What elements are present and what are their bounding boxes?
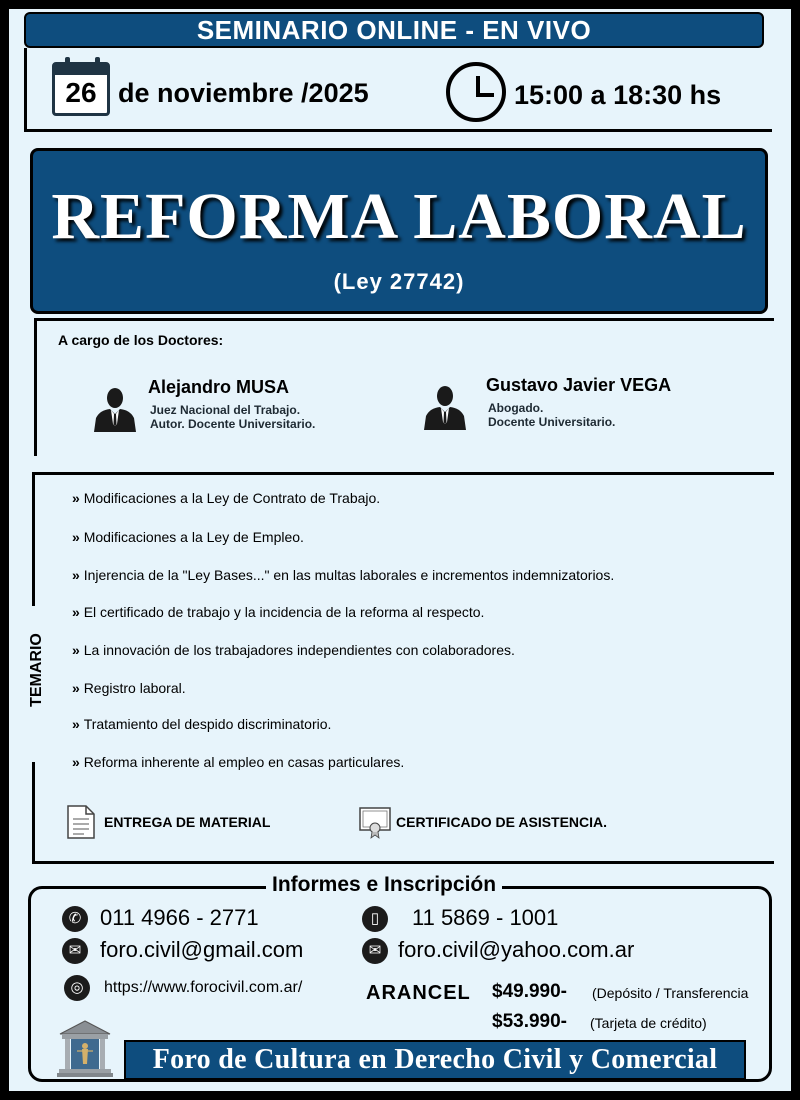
phone-number[interactable]: 011 4966 - 2771 <box>100 905 259 930</box>
topic-item: » Tratamiento del despido discriminatorio. <box>72 716 331 732</box>
document-icon <box>66 804 96 840</box>
topic-item: » Modificaciones a la Ley de Empleo. <box>72 529 304 545</box>
mobile-icon: ▯ <box>362 906 388 932</box>
event-date: de noviembre /2025 <box>118 78 369 108</box>
price-card-note: (Tarjeta de crédito) <box>590 1015 707 1031</box>
seminar-banner: SEMINARIO ONLINE - EN VIVO <box>24 12 764 48</box>
topic-item: » El certificado de trabajo y la incidencia de la reforma al respecto. <box>72 604 484 620</box>
topic-item: » Injerencia de la "Ley Bases..." en las multas laborales e incrementos indemnizatorios. <box>72 567 614 583</box>
topic-item: » Modificaciones a la Ley de Contrato de Trabajo. <box>72 490 380 506</box>
organization-name: Foro de Cultura en Derecho Civil y Comercial <box>124 1040 746 1080</box>
doctor-desc-musa-2: Autor. Docente Universitario. <box>150 417 316 431</box>
topic-item: » Reforma inherente al empleo en casas particulares. <box>72 754 404 770</box>
calendar-icon <box>52 62 110 116</box>
price-card: $53.990- <box>492 1011 568 1032</box>
institution-logo <box>56 1018 114 1078</box>
doctor-desc-musa-1: Juez Nacional del Trabajo. <box>150 403 301 417</box>
certificate-icon <box>358 805 392 839</box>
title-block <box>30 148 768 314</box>
person-icon <box>92 384 138 432</box>
event-time: 15:00 a 18:30 hs <box>514 80 722 110</box>
doctors-heading: A cargo de los Doctores: <box>58 332 224 348</box>
clock-icon <box>446 62 506 122</box>
doctor-desc-vega-2: Docente Universitario. <box>488 415 616 429</box>
doctor-name-musa: Alejandro MUSA <box>148 377 290 397</box>
doctor-name-vega: Gustavo Javier VEGA <box>486 375 672 395</box>
law-subtitle: (Ley 27742) <box>333 269 465 294</box>
email-yahoo[interactable]: foro.civil@yahoo.com.ar <box>398 937 635 962</box>
person-icon <box>422 382 468 430</box>
email-icon: ✉ <box>62 938 88 964</box>
topic-item: » Registro laboral. <box>72 680 186 696</box>
temario-label: TEMARIO <box>28 633 45 707</box>
arancel-label: ARANCEL <box>366 982 471 1004</box>
email-gmail[interactable]: foro.civil@gmail.com <box>100 937 304 962</box>
price-transfer-note: (Depósito / Transferencia <box>592 985 749 1001</box>
price-transfer: $49.990- <box>492 981 568 1002</box>
feature-certificate: CERTIFICADO DE ASISTENCIA. <box>396 814 608 830</box>
globe-icon: ◎ <box>64 975 90 1001</box>
event-day: 26 <box>65 77 97 108</box>
feature-material: ENTREGA DE MATERIAL <box>104 814 271 830</box>
info-title: Informes e Inscripción <box>266 873 502 897</box>
email-icon: ✉ <box>362 938 388 964</box>
topic-item: » La innovación de los trabajadores independientes con colaboradores. <box>72 642 515 658</box>
phone-icon: ✆ <box>62 906 88 932</box>
mobile-number[interactable]: 11 5869 - 1001 <box>412 905 559 930</box>
main-title: REFORMA LABORAL <box>51 180 747 253</box>
doctor-desc-vega-1: Abogado. <box>488 401 544 415</box>
website-link[interactable]: https://www.forocivil.com.ar/ <box>104 979 303 996</box>
